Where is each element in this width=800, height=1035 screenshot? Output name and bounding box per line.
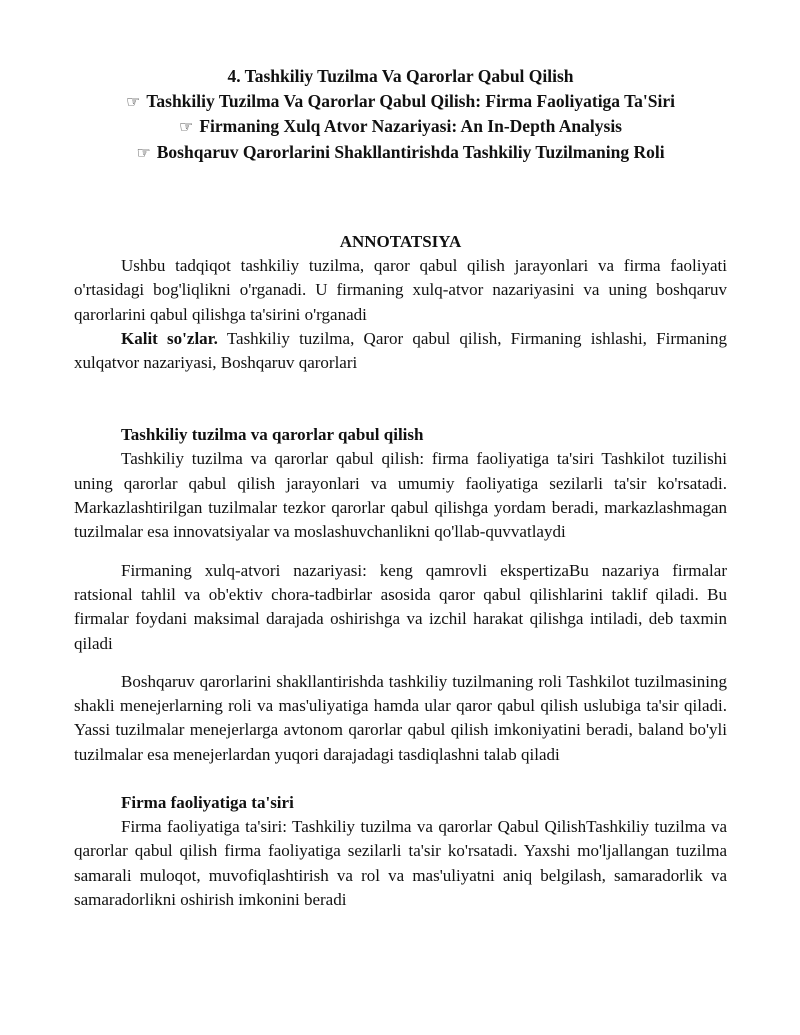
section2-paragraph-1: Firma faoliyatiga ta'siri: Tashkiliy tuzilma va qarorlar Qabul QilishTashkiliy tuzilma va qarorlar qabul qilish firma faoliyatiga sezilarli ta'sir ko'rsatadi. Yaxshi mo'ljallangan tuzilma samarali muloqot, muvofiqlashtirish va rol va mas'uliyatni aniq belgilash, samaradorlik va samaradorlikni oshirish imkonini beradi — [74, 817, 727, 909]
annotation-heading: ANNOTATSIYA — [339, 232, 462, 251]
section1-paragraph-3: Boshqaruv qarorlarini shakllantirishda tashkiliy tuzilmaning roli Tashkilot tuzilmasining shakli menejerlarning roli va mas'uliyatiga hamda ular qaror qabul qilish uslubiga ta'sir qiladi. Yassi tuzilmalar menejerlarga avtonom qarorlar qabul qilish imkoniyatini beradi, baland bo'yli tuzilmalar esa menejerlardan yuqori darajadagi tasdiqlashni talab qiladi — [74, 671, 727, 764]
pointing-hand-icon: ☞ — [136, 142, 151, 162]
section-heading-performance: Firma faoliyatiga ta'siri — [121, 793, 294, 813]
title-block — [74, 64, 727, 165]
keywords-text: Tashkiliy tuzilma, Qaror qabul qilish, Firmaning ishlashi, Firmaning xulqatvor nazariyasi, Boshqaruv qarorlari — [74, 328, 727, 373]
keywords-paragraph — [74, 327, 727, 376]
subtitle-1-text: Tashkiliy Tuzilma Va Qarorlar Qabul Qilish: Firma Faoliyatiga Ta'Siri — [146, 90, 676, 111]
subtitle-2 — [74, 114, 727, 140]
subtitle-2-text: Firmaning Xulq Atvor Nazariyasi: An In-Depth Analysis — [199, 116, 622, 136]
section1-paragraph-2: Firmaning xulq-atvori nazariyasi: keng qamrovli ekspertizaBu nazariya firmalar ratsional tahlil va ob'ektiv chora-tadbirlar asosida qaror qabul qilishlarini taklif qiladi. Bu firmalar foydani maksimal darajada oshirishga va izchil harakat qilishga intiladi, deb taxmin qiladi — [74, 560, 727, 653]
keywords-label: Kalit so'zlar. — [121, 328, 218, 348]
subtitle-3-text: Boshqaruv Qarorlarini Shakllantirishda Tashkiliy Tuzilmaning Roli — [156, 141, 665, 162]
pointing-hand-icon: ☞ — [179, 117, 194, 136]
section1-paragraph-1: Tashkiliy tuzilma va qarorlar qabul qilish: firma faoliyatiga ta'siri Tashkilot tuzilishi uning qarorlar qabul qilish jarayonlari va umumiy faoliyatiga sezilarli ta'sir ko'rsatadi. Markazlashtirilgan tuzilmalar tezkor qarorlar qabul qilishga yordam beradi, markazlashmagan tuzilmalar esa innovatsiyalar va moslashuvchanlikni qo'llab-quvvatlaydi — [74, 449, 727, 542]
subtitle-3 — [74, 140, 727, 166]
main-title: 4. Tashkiliy Tuzilma Va Qarorlar Qabul Qilish — [227, 66, 574, 86]
subtitle-1 — [74, 89, 727, 115]
section-heading-structure: Tashkiliy tuzilma va qarorlar qabul qilish — [121, 425, 424, 445]
annotation-paragraph: Ushbu tadqiqot tashkiliy tuzilma, qaror qabul qilish jarayonlari va firma faoliyati o'rtasidagi bog'liqlikni o'rganadi. U firmaning xulq-atvor nazariyasini va uning boshqaruv qarorlarini qabul qilishga ta'sirini o'rganadi — [74, 256, 727, 324]
pointing-hand-icon: ☞ — [125, 91, 141, 111]
document-page — [74, 64, 727, 912]
